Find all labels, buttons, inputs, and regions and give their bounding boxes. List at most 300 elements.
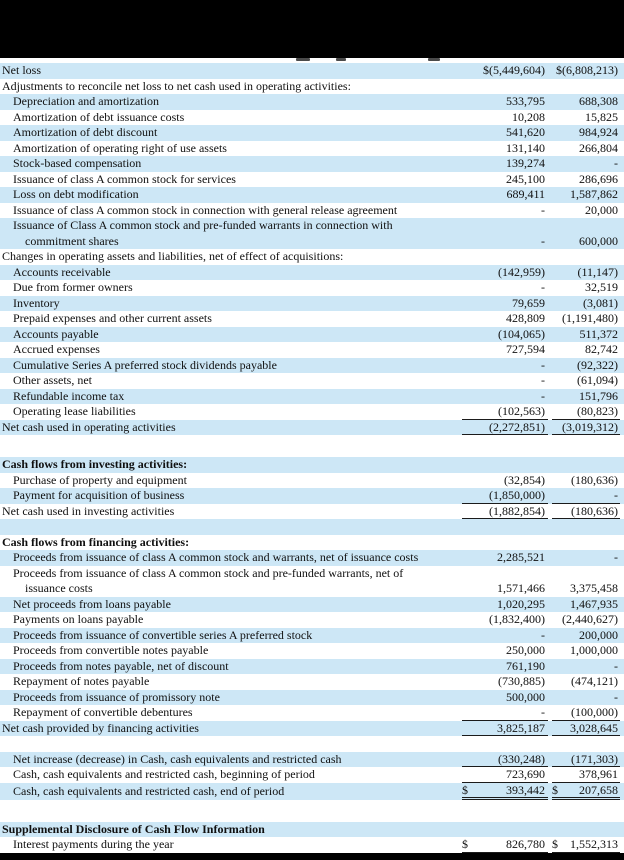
row-label-text: Amortization of debt issuance costs: [13, 109, 185, 124]
cell-value: 20,000: [585, 202, 618, 217]
cell-value: 984,924: [579, 125, 618, 139]
col2-value: [552, 488, 620, 504]
row-label-text: Repayment of notes payable: [13, 674, 150, 689]
row-label: [0, 172, 462, 188]
col1-value: [462, 420, 548, 436]
bottom-black-band: [0, 853, 624, 860]
cell-value: 727,594: [506, 342, 545, 356]
col1-value: [462, 187, 548, 203]
row-label-text: Adjustments to reconcile net loss to net cash used in operating activities:: [2, 78, 351, 93]
col2-value: [552, 296, 620, 312]
row-label-text: Payments on loans payable: [13, 612, 144, 627]
cell-value: 32,519: [585, 280, 618, 294]
col2-value: [552, 172, 620, 188]
row-label-text: Proceeds from issuance of convertible series A preferred stock: [13, 627, 313, 642]
col1-value: [462, 404, 548, 420]
table-row: [0, 125, 624, 141]
row-label: [0, 420, 462, 436]
row-label-text: Cash flows from investing activities:: [2, 457, 188, 472]
table-row: [0, 488, 624, 504]
text-fragment: [296, 58, 310, 61]
col2-value: [552, 249, 620, 265]
row-label-continuation: commitment shares: [25, 233, 119, 248]
row-label-text: Interest payments during the year: [13, 837, 174, 852]
row-label: [0, 597, 462, 613]
table-row: [0, 249, 624, 265]
table-row: [0, 597, 624, 613]
cell-value: (61,094): [577, 373, 618, 387]
row-label-text: Prepaid expenses and other current assets: [13, 311, 212, 326]
table-row: [0, 218, 624, 249]
row-label: [0, 296, 462, 312]
row-label-text: Cumulative Series A preferred stock dividends payable: [13, 357, 277, 372]
cell-value: (1,191,480): [562, 311, 618, 325]
cell-value: 1,552,313: [570, 837, 618, 851]
cell-value: -: [614, 488, 618, 502]
cell-value: (1,832,400): [489, 612, 545, 626]
col2-value: [552, 674, 620, 690]
col1-value: [462, 535, 548, 551]
table-row: [0, 141, 624, 157]
table-row: [0, 156, 624, 172]
col1-value: [462, 674, 548, 690]
col2-value: [552, 783, 620, 800]
row-label-text: Issuance of class A common stock in connection with general release agreement: [13, 202, 398, 217]
row-label-text: Net cash used in operating activities: [2, 419, 176, 434]
row-label: [0, 628, 462, 644]
currency-symbol: $: [552, 782, 558, 797]
row-label: [0, 249, 462, 265]
table-row: [0, 311, 624, 327]
row-label: [0, 110, 462, 126]
cell-value: (2,272,851): [489, 419, 545, 434]
col1-value: [462, 550, 548, 566]
cell-value: 1,467,935: [570, 596, 618, 611]
col1-value: [462, 783, 548, 800]
col1-value: [462, 265, 548, 281]
col1-value: [462, 203, 548, 219]
col1-value: [462, 79, 548, 95]
col2-value: [552, 404, 620, 420]
table-row: [0, 690, 624, 706]
row-label: [0, 373, 462, 389]
cell-value: $(5,449,604): [483, 63, 545, 77]
cell-value: 1,587,862: [570, 187, 618, 201]
row-label: [0, 342, 462, 358]
currency-symbol: $: [462, 782, 468, 797]
row-label: [0, 187, 462, 203]
row-label-text: Proceeds from notes payable, net of discount: [13, 658, 229, 673]
col1-value: [462, 752, 548, 768]
cell-value: 600,000: [579, 233, 618, 248]
row-label-text: Other assets, net: [13, 373, 92, 388]
col2-value: [552, 752, 620, 768]
row-label: [0, 822, 462, 838]
cell-value: 15,825: [585, 109, 618, 124]
col1-value: [462, 156, 548, 172]
cell-value: -: [614, 658, 618, 673]
table-row: [0, 783, 624, 800]
table-row: [0, 110, 624, 126]
col1-value: [462, 721, 548, 737]
row-label-text: Cash, cash equivalents and restricted cash, end of period: [13, 784, 285, 799]
cell-value: $(6,808,213): [556, 63, 618, 77]
cell-value: -: [614, 689, 618, 704]
row-label: [0, 141, 462, 157]
cell-value: 428,809: [506, 311, 545, 325]
row-label: [0, 488, 462, 504]
row-label-text: Accrued expenses: [13, 342, 100, 357]
cell-value: (80,823): [577, 404, 618, 418]
col1-value: [462, 504, 548, 520]
cell-value: (180,636): [571, 472, 618, 487]
col2-value: [552, 457, 620, 473]
cell-value: 266,804: [579, 140, 618, 155]
col1-value: [462, 296, 548, 312]
row-label: [0, 203, 462, 219]
col2-value: [552, 837, 620, 853]
cell-value: (92,322): [577, 357, 618, 372]
row-label-text: Accounts payable: [13, 326, 99, 341]
col2-value: [552, 767, 620, 783]
row-label: [0, 311, 462, 327]
row-label: [0, 752, 462, 768]
cell-value: (2,440,627): [562, 612, 618, 626]
col2-value: [552, 63, 620, 79]
row-label-text: Refundable income tax: [13, 388, 125, 403]
cell-value: 131,140: [506, 140, 545, 155]
col2-value: [552, 705, 620, 721]
col2-value: [552, 581, 620, 597]
row-label-text: Stock-based compensation: [13, 156, 142, 171]
col1-value: [462, 63, 548, 79]
col2-value: [552, 721, 620, 737]
table-row: [0, 674, 624, 690]
cell-value: -: [541, 233, 545, 248]
col1-value: [462, 172, 548, 188]
row-label: [0, 94, 462, 110]
row-label-text: Cash, cash equivalents and restricted cash, beginning of period: [13, 767, 315, 782]
row-label: [0, 358, 462, 374]
col1-value: [462, 822, 548, 838]
col1-value: [462, 125, 548, 141]
cell-value: 10,208: [512, 109, 545, 124]
cell-value: 286,696: [579, 171, 618, 186]
col2-value: [552, 327, 620, 343]
col2-value: [552, 125, 620, 141]
cell-value: 3,028,645: [570, 720, 618, 735]
row-label-text: Loss on debt modification: [13, 187, 139, 202]
text-fragment: [428, 58, 440, 61]
row-label-text: Operating lease liabilities: [13, 404, 136, 419]
cell-value: 533,795: [506, 94, 545, 108]
cell-value: 1,000,000: [570, 643, 618, 657]
col1-value: [462, 767, 548, 783]
row-label-text: Proceeds from issuance of promissory note: [13, 689, 220, 704]
row-label: [0, 63, 462, 79]
row-label: [0, 457, 462, 473]
row-label: [0, 125, 462, 141]
row-label: [0, 566, 462, 597]
table-row: [0, 504, 624, 520]
cell-value: 245,100: [506, 171, 545, 186]
col1-value: [462, 327, 548, 343]
cell-value: -: [541, 627, 545, 642]
row-label: [0, 550, 462, 566]
cell-value: -: [541, 373, 545, 387]
table-row: [0, 550, 624, 566]
row-label-text: Changes in operating assets and liabilities, net of effect of acquisitions:: [2, 249, 344, 264]
cell-value: (330,248): [498, 751, 545, 766]
currency-symbol: $: [462, 837, 468, 851]
col2-value: [552, 597, 620, 613]
row-label: [0, 504, 462, 520]
cell-value: (3,081): [583, 295, 618, 310]
row-label-text: Supplemental Disclosure of Cash Flow Information: [2, 821, 265, 836]
col1-value: [462, 705, 548, 721]
spacer-row: [0, 800, 624, 822]
table-row: [0, 767, 624, 783]
cell-value: (32,854): [504, 472, 545, 487]
table-row: [0, 172, 624, 188]
row-label-text: Inventory: [13, 295, 60, 310]
row-label: [0, 721, 462, 737]
cell-value: 688,308: [579, 94, 618, 108]
table-row: [0, 721, 624, 737]
cell-value: (3,019,312): [562, 419, 618, 434]
row-label-text: Issuance of Class A common stock and pre-funded warrants in connection with: [13, 218, 393, 233]
col2-value: [552, 612, 620, 628]
col2-value: [552, 79, 620, 95]
cell-value: 511,372: [579, 326, 618, 341]
row-label: [0, 612, 462, 628]
table-row: [0, 535, 624, 551]
cell-value: 1,571,466: [497, 581, 545, 595]
col1-value: [462, 389, 548, 405]
col1-value: [462, 110, 548, 126]
table-row: [0, 79, 624, 95]
col2-value: [552, 311, 620, 327]
table-row: [0, 643, 624, 659]
col2-value: [552, 110, 620, 126]
cell-value: 393,442: [506, 782, 545, 797]
col1-value: [462, 234, 548, 250]
col2-value: [552, 187, 620, 203]
col1-value: [462, 358, 548, 374]
cell-value: 207,658: [579, 782, 618, 797]
row-label: [0, 659, 462, 675]
spacer-row: [0, 736, 624, 752]
col1-value: [462, 612, 548, 628]
row-label-text: Proceeds from issuance of class A common stock and pre-funded warrants, net of: [13, 565, 404, 580]
row-label-text: Proceeds from issuance of class A common stock and warrants, net of issuance costs: [13, 550, 419, 565]
col1-value: [462, 837, 548, 853]
row-label-text: Purchase of property and equipment: [13, 472, 187, 487]
col1-value: [462, 373, 548, 389]
top-black-band: [0, 0, 624, 58]
col1-value: [462, 581, 548, 597]
row-label-text: Net proceeds from loans payable: [13, 596, 171, 611]
col1-value: [462, 342, 548, 358]
table-row: [0, 280, 624, 296]
cell-value: 79,659: [512, 295, 545, 310]
row-label-text: Amortization of operating right of use assets: [13, 140, 227, 155]
col2-value: [552, 358, 620, 374]
table-row: [0, 342, 624, 358]
cell-value: (104,065): [498, 326, 545, 341]
cell-value: (102,563): [498, 404, 545, 418]
cell-value: 761,190: [506, 658, 545, 673]
row-label-text: Net increase (decrease) in Cash, cash equivalents and restricted cash: [13, 751, 342, 766]
table-row: [0, 373, 624, 389]
cell-value: 3,825,187: [497, 720, 545, 735]
row-label: [0, 156, 462, 172]
table-row: [0, 659, 624, 675]
col2-value: [552, 822, 620, 838]
table-row: [0, 327, 624, 343]
row-label: [0, 404, 462, 420]
table-row: [0, 203, 624, 219]
row-label-text: Amortization of debt discount: [13, 125, 158, 140]
row-label: [0, 389, 462, 405]
col2-value: [552, 473, 620, 489]
row-label-text: Payment for acquisition of business: [13, 488, 185, 503]
row-label: [0, 767, 462, 783]
col2-value: [552, 373, 620, 389]
table-row: [0, 837, 624, 853]
cell-value: 2,285,521: [497, 550, 545, 564]
row-label-text: Proceeds from convertible notes payable: [13, 643, 209, 658]
cell-value: (11,147): [577, 264, 618, 279]
row-label-text: Accounts receivable: [13, 264, 111, 279]
table-row: [0, 473, 624, 489]
col2-value: [552, 659, 620, 675]
statement-table: [0, 63, 624, 853]
cell-value: (474,121): [571, 674, 618, 688]
row-label: [0, 674, 462, 690]
cell-value: -: [541, 705, 545, 719]
table-row: [0, 63, 624, 79]
row-label: [0, 690, 462, 706]
cell-value: 82,742: [585, 342, 618, 356]
cell-value: 378,961: [579, 767, 618, 781]
row-label: [0, 535, 462, 551]
row-label-text: Depreciation and amortization: [13, 94, 159, 109]
col2-value: [552, 504, 620, 520]
col1-value: [462, 597, 548, 613]
cell-value: 723,690: [506, 767, 545, 781]
table-row: [0, 566, 624, 597]
cell-value: 689,411: [506, 187, 545, 201]
spacer-row: [0, 435, 624, 457]
row-label: [0, 643, 462, 659]
cell-value: (142,959): [498, 264, 545, 279]
col1-value: [462, 94, 548, 110]
col2-value: [552, 550, 620, 566]
table-row: [0, 612, 624, 628]
row-label: [0, 327, 462, 343]
col2-value: [552, 389, 620, 405]
row-label: [0, 280, 462, 296]
table-row: [0, 389, 624, 405]
text-fragment: [336, 58, 346, 61]
col1-value: [462, 473, 548, 489]
col1-value: [462, 249, 548, 265]
row-label-text: Net loss: [2, 63, 41, 78]
table-row: [0, 628, 624, 644]
cell-value: -: [614, 550, 618, 564]
table-row: [0, 420, 624, 436]
col1-value: [462, 488, 548, 504]
cell-value: (100,000): [571, 705, 618, 719]
table-row: [0, 822, 624, 838]
table-row: [0, 705, 624, 721]
col1-value: [462, 628, 548, 644]
col2-value: [552, 94, 620, 110]
col2-value: [552, 280, 620, 296]
col1-value: [462, 690, 548, 706]
col1-value: [462, 311, 548, 327]
row-label-text: Net cash used in investing activities: [2, 503, 175, 518]
table-row: [0, 187, 624, 203]
col2-value: [552, 420, 620, 436]
row-label: [0, 218, 462, 249]
col2-value: [552, 690, 620, 706]
cell-value: 1,020,295: [497, 596, 545, 611]
col2-value: [552, 342, 620, 358]
col1-value: [462, 457, 548, 473]
col2-value: [552, 628, 620, 644]
col1-value: [462, 141, 548, 157]
cell-value: 826,780: [506, 837, 545, 851]
row-label: [0, 265, 462, 281]
currency-symbol: $: [552, 837, 558, 851]
cell-value: -: [614, 156, 618, 170]
table-row: [0, 265, 624, 281]
cell-value: (730,885): [498, 674, 545, 688]
cell-value: 500,000: [506, 689, 545, 704]
col1-value: [462, 659, 548, 675]
table-row: [0, 404, 624, 420]
table-row: [0, 457, 624, 473]
table-row: [0, 94, 624, 110]
row-label: [0, 473, 462, 489]
col1-value: [462, 280, 548, 296]
cell-value: 250,000: [506, 643, 545, 657]
row-label: [0, 783, 462, 800]
row-label-continuation: issuance costs: [25, 581, 93, 596]
table-row: [0, 296, 624, 312]
col2-value: [552, 265, 620, 281]
clipped-text-remnant: [0, 58, 624, 63]
row-label: [0, 837, 462, 853]
cell-value: 139,274: [506, 156, 545, 170]
row-label-text: Repayment of convertible debentures: [13, 705, 193, 720]
cell-value: 3,375,458: [570, 581, 618, 595]
cell-value: 541,620: [506, 125, 545, 139]
cell-value: 200,000: [579, 627, 618, 642]
col1-value: [462, 643, 548, 659]
table-row: [0, 752, 624, 768]
row-label-text: Cash flows from financing activities:: [2, 534, 190, 549]
col2-value: [552, 234, 620, 250]
row-label-text: Net cash provided by financing activities: [2, 720, 199, 735]
col2-value: [552, 141, 620, 157]
cell-value: -: [541, 388, 545, 403]
cell-value: -: [541, 202, 545, 217]
cell-value: -: [541, 357, 545, 372]
col2-value: [552, 643, 620, 659]
